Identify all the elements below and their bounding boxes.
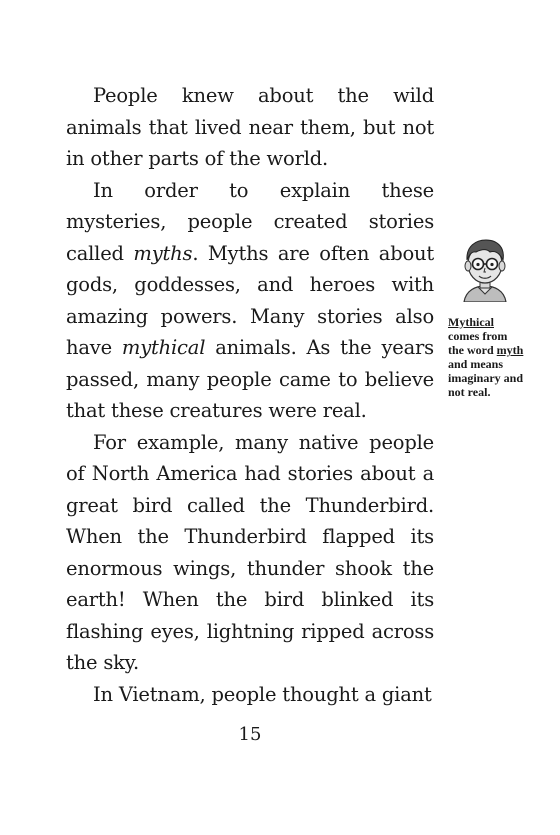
paragraph-2-part-2: . Myths are often about gods, goddesses, and heroes with amazing powers. Many stories also have bbox=[66, 241, 435, 359]
note-root-word: myth bbox=[496, 343, 524, 357]
paragraph-1: People knew about the wild animals that lived near them, but not in other parts of the world. bbox=[66, 84, 434, 170]
note-line-6: not real. bbox=[448, 385, 491, 399]
note-line-5: imaginary and bbox=[448, 371, 524, 385]
note-line-2: comes from bbox=[448, 329, 508, 343]
term-mythical: mythical bbox=[121, 336, 206, 359]
paragraph-3: For example, many native people of North America had stories about a great bird called the Thunderbird. When the Thunderbird flapped its enormous wings, thunder shook the earth! When the bird blinked its flashing eyes, lightning ripped across the sky. bbox=[66, 430, 434, 674]
paragraph-2-part-3: animals. As the years passed, many people came to believe that these creatures were real. bbox=[66, 336, 434, 422]
note-line-3 bbox=[448, 343, 540, 357]
paragraph-4: In Vietnam, people thought a giant bbox=[93, 682, 432, 706]
paragraph-2 bbox=[66, 175, 434, 427]
vocabulary-sidebar bbox=[448, 236, 540, 399]
term-myths: myths bbox=[133, 241, 193, 265]
boy-with-glasses-icon bbox=[456, 236, 514, 302]
note-line-4: and means bbox=[448, 357, 504, 371]
body-text bbox=[66, 80, 434, 710]
paragraph-2-part-1: In order to explain these mysteries, people created stories called bbox=[66, 178, 434, 265]
page-number: 15 bbox=[238, 724, 262, 745]
vocabulary-note bbox=[448, 315, 540, 399]
note-line-3-text: the word bbox=[448, 343, 497, 357]
note-word: Mythical bbox=[448, 315, 494, 329]
